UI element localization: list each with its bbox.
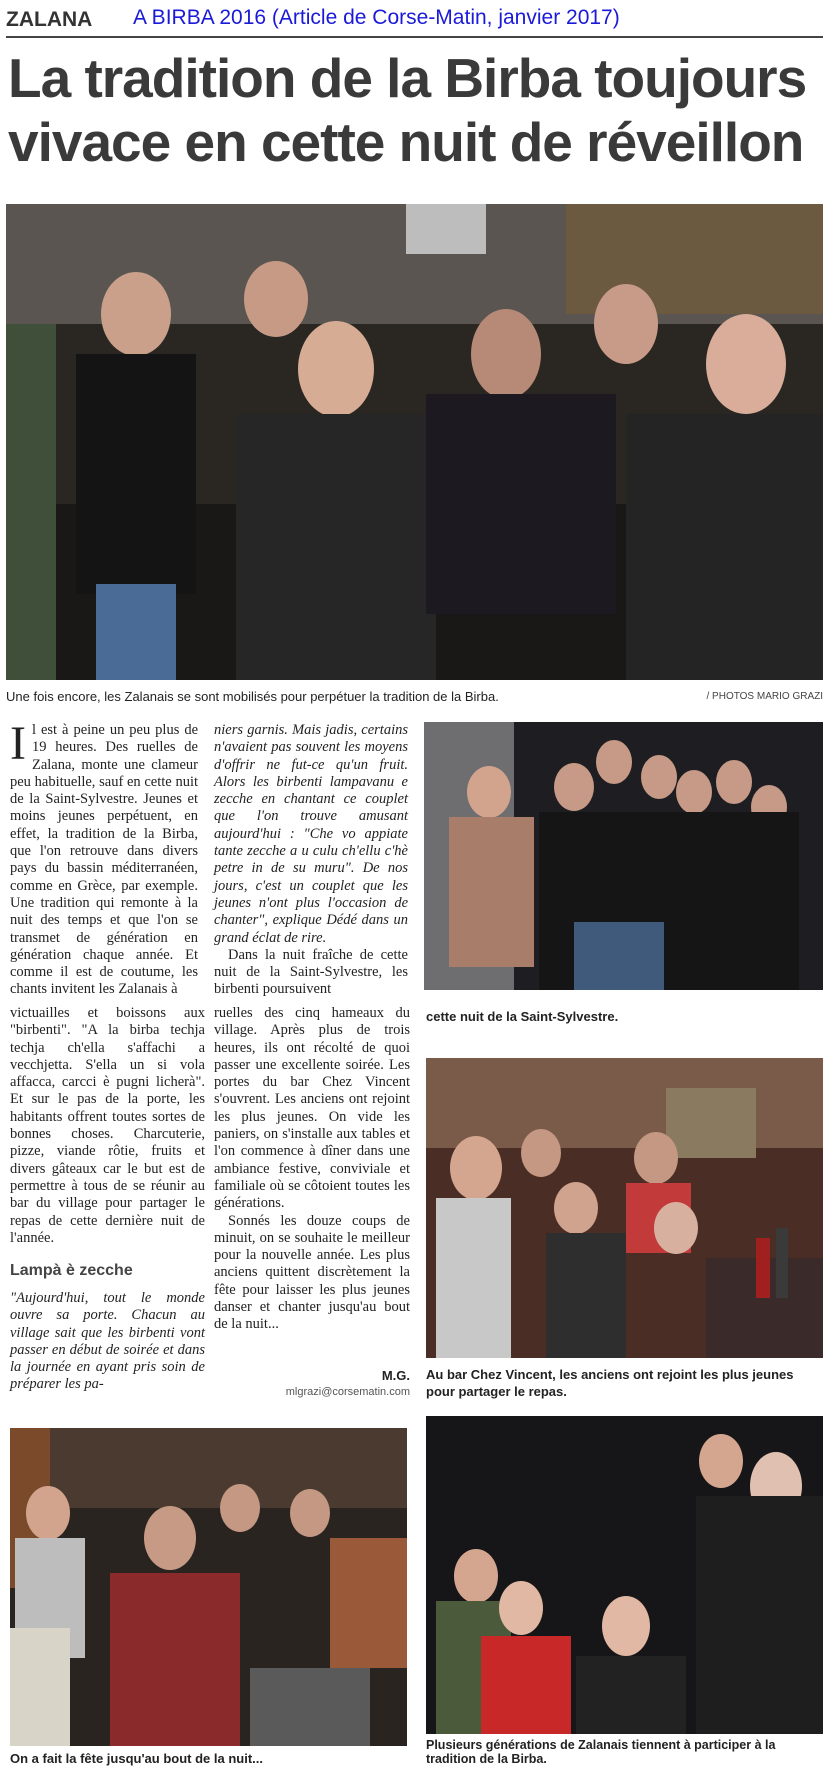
main-crowd-photo <box>6 204 823 680</box>
children-photo <box>426 1416 823 1734</box>
body-paragraph: ruelles des cinq hameaux du village. Après plus de trois heures, ils ont récolté de quoi passer une excellente soirée. Les portes du bar Chez Vincent s'ouvrent. Les anciens ont rejoint les plus jeunes. On vide les paniers, on s'installe aux tables et l'on commence à dîner dans une ambiance festive, conviviale et familiale où se côtoient toutes les générations. <box>214 1005 410 1212</box>
body-paragraph: Sonnés les douze coups de minuit, on se souhaite le meilleur pour la nouvelle année. Les plus anciens quittent discrètement la fête pour laisser les plus jeunes danser et chanter jusqu'au bout de la nuit... <box>214 1212 410 1333</box>
page-title: A BIRBA 2016 (Article de Corse-Matin, janvier 2017) <box>133 6 620 29</box>
party-photo-caption: On a fait la fête jusqu'au bout de la nuit... <box>10 1751 263 1766</box>
quote-paragraph: "Aujourd'hui, tout le monde ouvre sa porte. Chacun au village sait que les birbenti vont passer en début de soirée et dans la journée en ayant pris soin de préparer les pa- <box>10 1290 205 1393</box>
drop-cap: I <box>10 717 26 770</box>
photo-credit: / PHOTOS MARIO GRAZI <box>706 691 823 702</box>
header-rule <box>6 36 823 38</box>
author-signature: M.G. <box>381 1368 410 1383</box>
article-col2-top <box>214 722 408 999</box>
group-photo-caption: cette nuit de la Saint-Sylvestre. <box>426 1009 619 1024</box>
bar-photo <box>426 1058 823 1358</box>
article-col1-bottom <box>10 1005 205 1247</box>
body-paragraph: victuailles et boissons aux "birbenti". "A la birba techja techja ch'ella s'affachi a vecchjetta. S'ella un si vola affacca, carcci è pugni licherà". Et sur le pas de la porte, les habitants offrent toutes sortes de bonnes choses. Charcuterie, pizze, viande rôtie, fruits et divers gâteaux car le but est de permettre à tous de se réunir au bar du village pour partager le repas de cette dernière nuit de l'année. <box>10 1005 205 1246</box>
party-photo <box>10 1428 407 1746</box>
group-photo <box>424 722 823 990</box>
article-headline: La tradition de la Birba toujours vivace en cette nuit de réveillon <box>8 47 807 173</box>
quote-paragraph: niers garnis. Mais jadis, certains n'avaient pas souvent les moyens d'offrir ne fut-ce qu'un fruit. Alors les birbenti lampavanu e zecche en chantant ce couplet que l'on trouve amusant aujourd'hui : "Che vo appiate tante zecche a u culu ch'ellu c'hè petre in de su muru". De nos jours, c'est un couplet que les jeunes n'ont plus l'occasion de chanter", explique Dédé dans un grand éclat de rire. <box>214 722 408 946</box>
article-col1-top: Il est à peine un peu plus de 19 heures. Des ruelles de Zalana, monte une clameur peu habituelle, sauf en cette nuit de la Saint-Sylvestre. Jeunes et moins jeunes perpétuent, en effet, la tradition de la Birba, que l'on retrouve dans divers pays du bassin méditerranéen, comme en Grèce, par exemple. Une tradition qui remonte à la nuit des temps et que l'on se transmet de génération en génération chaque année. Et comme il est de coutume, les chants invitent les Zalanais à <box>10 717 198 998</box>
main-photo-caption: Une fois encore, les Zalanais se sont mobilisés pour perpétuer la tradition de la Birba. <box>6 689 499 704</box>
children-photo-caption: Plusieurs générations de Zalanais tiennent à participer à la tradition de la Birba. <box>426 1738 776 1766</box>
author-email: mlgrazi@corsematin.com <box>285 1386 410 1398</box>
body-paragraph: Dans la nuit fraîche de cette nuit de la Saint-Sylvestre, les birbenti poursuivent <box>214 946 408 998</box>
bar-photo-caption: Au bar Chez Vincent, les anciens ont rejoint les plus jeunes pour partager le repas. <box>426 1367 794 1399</box>
article-col2-bottom <box>214 1005 410 1334</box>
article-subhead: Lampà è zecche <box>10 1262 133 1279</box>
section-location: ZALANA <box>6 8 93 31</box>
article-col1-italic <box>10 1290 205 1394</box>
